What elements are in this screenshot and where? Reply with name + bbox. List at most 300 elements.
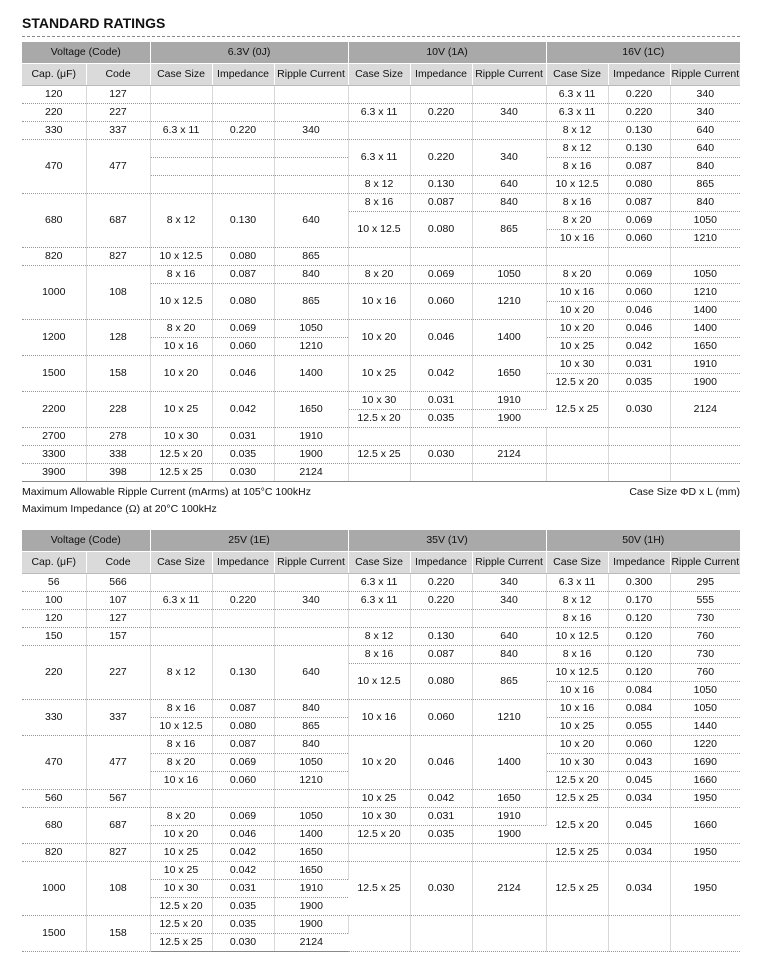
code-cell: 827 — [86, 248, 150, 266]
ripple-cell: 340 — [274, 122, 348, 140]
ripple-cell: 340 — [472, 104, 546, 122]
ripple-cell — [274, 574, 348, 592]
impedance-cell: 0.042 — [608, 338, 670, 356]
table-row — [22, 574, 740, 592]
case-size-cell — [348, 248, 410, 266]
impedance-cell — [212, 86, 274, 104]
ripple-cell — [670, 446, 740, 464]
code-cell: 157 — [86, 628, 150, 646]
impedance-cell — [410, 610, 472, 628]
ripple-cell: 1910 — [472, 392, 546, 410]
impedance-cell: 0.060 — [608, 736, 670, 754]
impedance-cell: 0.120 — [608, 628, 670, 646]
code-cell: 687 — [86, 808, 150, 844]
table-row — [22, 392, 740, 410]
ripple-cell — [274, 158, 348, 176]
table-row — [22, 248, 740, 266]
cap-cell: 470 — [22, 140, 86, 194]
ripple-cell: 1900 — [472, 410, 546, 428]
table-row — [22, 428, 740, 446]
case-size-cell: 10 x 25 — [348, 356, 410, 392]
case-size-cell: 8 x 12 — [546, 592, 608, 610]
impedance-cell — [410, 464, 472, 482]
ripple-cell: 865 — [274, 284, 348, 320]
case-size-cell: 8 x 20 — [150, 320, 212, 338]
voltage-code-header: Voltage (Code) — [22, 530, 150, 552]
impedance-cell — [608, 464, 670, 482]
case-size-cell: 8 x 16 — [546, 610, 608, 628]
impedance-cell: 0.220 — [410, 104, 472, 122]
cap-cell: 1000 — [22, 862, 86, 916]
impedance-cell: 0.220 — [410, 140, 472, 176]
case-size-cell: 10 x 25 — [150, 392, 212, 428]
code-cell: 107 — [86, 592, 150, 610]
case-size-cell — [546, 446, 608, 464]
impedance-cell: 0.220 — [410, 574, 472, 592]
impedance-cell: 0.130 — [608, 122, 670, 140]
impedance-cell: 0.080 — [410, 664, 472, 700]
impedance-cell — [410, 844, 472, 862]
table-row — [22, 104, 740, 122]
code-cell: 477 — [86, 736, 150, 790]
cap-cell: 330 — [22, 122, 86, 140]
impedance-cell: 0.031 — [212, 880, 274, 898]
voltage-header-row — [22, 42, 740, 64]
ripple-cell: 865 — [670, 176, 740, 194]
cap-cell: 220 — [22, 104, 86, 122]
ripple-cell: 1400 — [274, 356, 348, 392]
ripple-cell: 640 — [274, 194, 348, 248]
table-row — [22, 446, 740, 464]
case-size-cell: 10 x 16 — [546, 230, 608, 248]
ripple-cell: 1400 — [670, 302, 740, 320]
case-size-cell — [546, 428, 608, 446]
case-size-cell — [150, 140, 212, 158]
impedance-cell: 0.046 — [410, 320, 472, 356]
impedance-cell: 0.069 — [212, 808, 274, 826]
impedance-cell: 0.069 — [410, 266, 472, 284]
case-size-cell — [150, 628, 212, 646]
impedance-cell: 0.031 — [410, 808, 472, 826]
ripple-cell: 840 — [472, 194, 546, 212]
impedance-cell: 0.069 — [608, 212, 670, 230]
ripple-cell: 1400 — [472, 320, 546, 356]
impedance-cell: 0.220 — [608, 86, 670, 104]
impedance-cell — [608, 916, 670, 952]
case-size-cell: 10 x 12.5 — [348, 664, 410, 700]
case-size-note: Case Size ΦD x L (mm) — [629, 486, 740, 498]
impedance-cell — [212, 610, 274, 628]
ripple-cell: 640 — [472, 628, 546, 646]
code-cell: 398 — [86, 464, 150, 482]
ripple-header: Ripple Current — [274, 64, 348, 86]
case-size-cell: 12.5 x 20 — [150, 916, 212, 934]
impedance-cell: 0.087 — [212, 736, 274, 754]
impedance-cell: 0.042 — [410, 356, 472, 392]
ripple-cell: 1210 — [670, 284, 740, 302]
ripple-cell: 840 — [274, 266, 348, 284]
ripple-cell: 1050 — [472, 266, 546, 284]
impedance-cell: 0.300 — [608, 574, 670, 592]
ripple-cell: 1050 — [274, 754, 348, 772]
impedance-cell: 0.030 — [410, 446, 472, 464]
impedance-cell: 0.045 — [608, 808, 670, 844]
case-size-cell: 12.5 x 20 — [348, 410, 410, 428]
impedance-cell: 0.030 — [410, 862, 472, 916]
impedance-cell: 0.080 — [212, 248, 274, 266]
ripple-cell: 295 — [670, 574, 740, 592]
case-size-cell: 12.5 x 20 — [546, 772, 608, 790]
impedance-cell: 0.080 — [212, 284, 274, 320]
case-size-cell: 8 x 16 — [546, 158, 608, 176]
ripple-cell: 1400 — [472, 736, 546, 790]
case-size-cell: 10 x 16 — [348, 284, 410, 320]
page-title: STANDARD RATINGS — [22, 15, 166, 31]
case-size-cell — [150, 158, 212, 176]
case-size-cell: 8 x 20 — [150, 754, 212, 772]
ripple-header: Ripple Current — [472, 552, 546, 574]
case-size-cell: 6.3 x 11 — [546, 86, 608, 104]
table-row — [22, 610, 740, 628]
impedance-cell: 0.034 — [608, 862, 670, 916]
impedance-cell: 0.087 — [212, 700, 274, 718]
ripple-header: Ripple Current — [670, 64, 740, 86]
voltage-header: 50V (1H) — [546, 530, 740, 552]
ripple-cell: 1220 — [670, 736, 740, 754]
code-cell: 158 — [86, 356, 150, 392]
case-size-cell: 8 x 12 — [546, 122, 608, 140]
ripple-cell — [274, 86, 348, 104]
code-cell: 108 — [86, 266, 150, 320]
ratings-table-low-voltage — [22, 42, 740, 482]
case-size-cell: 8 x 12 — [348, 628, 410, 646]
ripple-cell — [472, 86, 546, 104]
case-size-cell: 8 x 16 — [546, 646, 608, 664]
case-size-cell: 10 x 16 — [348, 700, 410, 736]
case-size-cell: 10 x 16 — [546, 284, 608, 302]
case-size-cell: 12.5 x 25 — [150, 934, 212, 952]
impedance-header: Impedance — [608, 64, 670, 86]
impedance-cell: 0.046 — [212, 826, 274, 844]
case-size-cell: 10 x 16 — [546, 682, 608, 700]
impedance-cell: 0.031 — [212, 428, 274, 446]
case-size-cell: 12.5 x 20 — [348, 826, 410, 844]
case-size-cell: 12.5 x 20 — [150, 898, 212, 916]
ripple-cell: 340 — [274, 592, 348, 610]
impedance-cell — [212, 104, 274, 122]
impedance-cell: 0.042 — [212, 844, 274, 862]
table-row — [22, 844, 740, 862]
case-size-cell: 8 x 20 — [546, 212, 608, 230]
impedance-cell: 0.035 — [212, 898, 274, 916]
voltage-header: 6.3V (0J) — [150, 42, 348, 64]
ripple-cell — [274, 790, 348, 808]
ripple-cell: 1910 — [274, 428, 348, 446]
impedance-cell: 0.046 — [212, 356, 274, 392]
case-size-cell: 8 x 20 — [546, 266, 608, 284]
case-size-cell: 6.3 x 11 — [348, 574, 410, 592]
ripple-cell — [670, 428, 740, 446]
code-cell: 108 — [86, 862, 150, 916]
impedance-cell — [212, 140, 274, 158]
impedance-cell — [608, 428, 670, 446]
ripple-cell — [472, 428, 546, 446]
impedance-cell — [212, 176, 274, 194]
ripple-cell: 1950 — [670, 862, 740, 916]
case-size-cell: 12.5 x 25 — [348, 862, 410, 916]
ripple-cell: 640 — [670, 140, 740, 158]
ripple-header: Ripple Current — [274, 552, 348, 574]
impedance-header: Impedance — [212, 64, 274, 86]
code-cell: 127 — [86, 610, 150, 628]
impedance-cell: 0.060 — [410, 284, 472, 320]
impedance-cell: 0.042 — [410, 790, 472, 808]
case-size-cell — [348, 464, 410, 482]
impedance-cell: 0.030 — [212, 464, 274, 482]
code-cell: 827 — [86, 844, 150, 862]
ripple-cell: 1900 — [274, 446, 348, 464]
ripple-cell: 2124 — [274, 464, 348, 482]
impedance-cell — [212, 628, 274, 646]
ripple-cell: 1050 — [670, 266, 740, 284]
impedance-cell: 0.035 — [608, 374, 670, 392]
impedance-cell: 0.042 — [212, 862, 274, 880]
impedance-cell: 0.030 — [212, 934, 274, 952]
code-cell: 337 — [86, 700, 150, 736]
case-size-header: Case Size — [150, 552, 212, 574]
ripple-cell: 1910 — [670, 356, 740, 374]
code-cell: 158 — [86, 916, 150, 952]
cap-cell: 150 — [22, 628, 86, 646]
voltage-header: 25V (1E) — [150, 530, 348, 552]
ripple-cell: 2124 — [472, 446, 546, 464]
cap-cell: 1500 — [22, 356, 86, 392]
case-size-cell: 8 x 20 — [150, 808, 212, 826]
impedance-cell: 0.080 — [212, 718, 274, 736]
case-size-cell — [150, 574, 212, 592]
ripple-cell: 1650 — [274, 862, 348, 880]
cap-cell: 100 — [22, 592, 86, 610]
cap-cell: 120 — [22, 86, 86, 104]
case-size-cell — [150, 104, 212, 122]
case-size-cell — [348, 916, 410, 952]
case-size-cell: 8 x 12 — [546, 140, 608, 158]
cap-cell: 1200 — [22, 320, 86, 356]
ripple-cell: 1210 — [472, 284, 546, 320]
table-row — [22, 736, 740, 754]
ripple-cell: 840 — [670, 158, 740, 176]
ripple-cell: 1900 — [274, 916, 348, 934]
case-size-header: Case Size — [546, 552, 608, 574]
impedance-cell: 0.130 — [410, 628, 472, 646]
case-size-cell — [348, 122, 410, 140]
case-size-cell: 8 x 12 — [150, 194, 212, 248]
impedance-cell: 0.080 — [608, 176, 670, 194]
case-size-cell: 12.5 x 25 — [546, 392, 608, 428]
ripple-cell — [274, 628, 348, 646]
case-size-cell — [546, 464, 608, 482]
case-size-cell: 10 x 30 — [150, 880, 212, 898]
case-size-cell: 12.5 x 25 — [546, 862, 608, 916]
ripple-cell: 1900 — [670, 374, 740, 392]
case-size-cell — [348, 610, 410, 628]
cap-cell: 820 — [22, 248, 86, 266]
table-row — [22, 628, 740, 646]
cap-cell: 820 — [22, 844, 86, 862]
impedance-cell: 0.220 — [608, 104, 670, 122]
ripple-cell: 640 — [472, 176, 546, 194]
case-size-cell: 12.5 x 25 — [546, 844, 608, 862]
impedance-cell — [608, 248, 670, 266]
ripple-cell: 1900 — [274, 898, 348, 916]
case-size-cell: 10 x 16 — [150, 338, 212, 356]
ripple-cell: 840 — [670, 194, 740, 212]
cap-cell: 120 — [22, 610, 86, 628]
ripple-cell: 340 — [670, 86, 740, 104]
ripple-cell — [670, 916, 740, 952]
impedance-cell: 0.031 — [608, 356, 670, 374]
ripple-cell: 1210 — [472, 700, 546, 736]
impedance-cell: 0.034 — [608, 790, 670, 808]
code-header: Code — [86, 64, 150, 86]
case-size-cell: 10 x 12.5 — [546, 664, 608, 682]
impedance-cell: 0.087 — [212, 266, 274, 284]
impedance-cell: 0.060 — [608, 230, 670, 248]
cap-cell: 1000 — [22, 266, 86, 320]
ripple-cell: 1660 — [670, 772, 740, 790]
case-size-cell: 10 x 20 — [546, 736, 608, 754]
impedance-cell: 0.087 — [410, 194, 472, 212]
case-size-cell — [348, 86, 410, 104]
impedance-cell: 0.035 — [212, 446, 274, 464]
cap-cell: 560 — [22, 790, 86, 808]
ripple-cell: 1210 — [274, 772, 348, 790]
impedance-cell — [410, 916, 472, 952]
case-size-cell: 8 x 16 — [348, 194, 410, 212]
ripple-cell — [274, 140, 348, 158]
ripple-cell: 1650 — [274, 392, 348, 428]
ripple-cell: 1950 — [670, 790, 740, 808]
case-size-cell: 8 x 16 — [150, 736, 212, 754]
ripple-cell — [472, 464, 546, 482]
case-size-cell: 8 x 20 — [348, 266, 410, 284]
case-size-cell — [150, 176, 212, 194]
ripple-cell — [472, 844, 546, 862]
case-size-cell: 10 x 20 — [348, 736, 410, 790]
impedance-cell: 0.130 — [410, 176, 472, 194]
code-cell: 228 — [86, 392, 150, 428]
impedance-cell: 0.069 — [608, 266, 670, 284]
ripple-cell: 865 — [472, 212, 546, 248]
impedance-note: Maximum Impedance (Ω) at 20°C 100kHz — [22, 503, 217, 515]
case-size-cell: 10 x 30 — [546, 754, 608, 772]
case-size-header: Case Size — [348, 552, 410, 574]
ripple-cell: 1050 — [670, 212, 740, 230]
table-row — [22, 916, 740, 934]
ripple-cell: 2124 — [472, 862, 546, 916]
ripple-cell — [274, 104, 348, 122]
impedance-cell: 0.060 — [410, 700, 472, 736]
impedance-cell: 0.130 — [212, 646, 274, 700]
ripple-cell: 730 — [670, 646, 740, 664]
ripple-cell: 1440 — [670, 718, 740, 736]
impedance-cell — [608, 446, 670, 464]
code-cell: 128 — [86, 320, 150, 356]
ripple-cell — [472, 610, 546, 628]
impedance-cell: 0.120 — [608, 610, 670, 628]
impedance-cell: 0.069 — [212, 754, 274, 772]
ripple-cell: 1400 — [670, 320, 740, 338]
cap-cell: 3300 — [22, 446, 86, 464]
table-row — [22, 356, 740, 374]
ripple-cell: 1900 — [472, 826, 546, 844]
impedance-header: Impedance — [608, 552, 670, 574]
ripple-cell: 340 — [472, 574, 546, 592]
impedance-cell: 0.170 — [608, 592, 670, 610]
case-size-cell: 8 x 16 — [150, 266, 212, 284]
ripple-cell: 340 — [670, 104, 740, 122]
case-size-cell: 10 x 12.5 — [150, 718, 212, 736]
case-size-cell: 10 x 16 — [150, 772, 212, 790]
cap-cell: 2700 — [22, 428, 86, 446]
ripple-cell: 1650 — [472, 790, 546, 808]
case-size-cell — [348, 844, 410, 862]
case-size-cell: 10 x 20 — [348, 320, 410, 356]
case-size-cell: 8 x 12 — [150, 646, 212, 700]
impedance-cell: 0.045 — [608, 772, 670, 790]
ripple-cell: 640 — [274, 646, 348, 700]
code-cell: 566 — [86, 574, 150, 592]
ripple-cell: 1660 — [670, 808, 740, 844]
case-size-cell: 10 x 30 — [150, 428, 212, 446]
impedance-cell: 0.035 — [410, 826, 472, 844]
ripple-cell: 1650 — [472, 356, 546, 392]
voltage-header: 16V (1C) — [546, 42, 740, 64]
impedance-cell: 0.130 — [212, 194, 274, 248]
ratings-table-high-voltage — [22, 530, 740, 952]
ripple-cell: 1690 — [670, 754, 740, 772]
case-size-cell: 6.3 x 11 — [150, 122, 212, 140]
voltage-header-row — [22, 530, 740, 552]
voltage-header: 10V (1A) — [348, 42, 546, 64]
ripple-cell: 1210 — [274, 338, 348, 356]
title-divider — [22, 36, 740, 37]
case-size-cell: 10 x 12.5 — [348, 212, 410, 248]
impedance-cell: 0.220 — [410, 592, 472, 610]
case-size-cell: 10 x 30 — [546, 356, 608, 374]
impedance-cell: 0.046 — [608, 302, 670, 320]
ripple-cell: 2124 — [670, 392, 740, 428]
cap-header: Cap. (μF) — [22, 552, 86, 574]
impedance-cell: 0.220 — [212, 592, 274, 610]
impedance-cell — [212, 790, 274, 808]
table-row — [22, 592, 740, 610]
case-size-header: Case Size — [546, 64, 608, 86]
case-size-cell: 6.3 x 11 — [546, 104, 608, 122]
ripple-cell: 865 — [274, 248, 348, 266]
case-size-cell: 12.5 x 20 — [546, 808, 608, 844]
cap-cell: 2200 — [22, 392, 86, 428]
code-header: Code — [86, 552, 150, 574]
case-size-cell: 8 x 16 — [150, 700, 212, 718]
case-size-cell: 10 x 12.5 — [546, 628, 608, 646]
impedance-cell: 0.060 — [212, 772, 274, 790]
impedance-cell: 0.043 — [608, 754, 670, 772]
ripple-cell: 1650 — [274, 844, 348, 862]
code-cell: 338 — [86, 446, 150, 464]
ripple-cell — [670, 464, 740, 482]
impedance-cell: 0.031 — [410, 392, 472, 410]
